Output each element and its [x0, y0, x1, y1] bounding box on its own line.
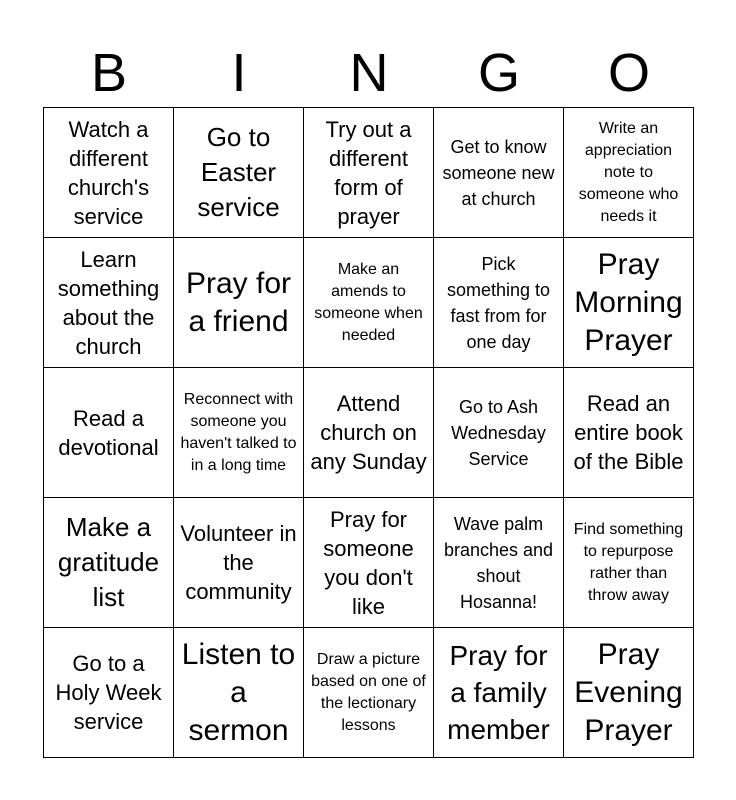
cell-text: Make an amends to someone when needed [314, 260, 423, 344]
bingo-header [44, 40, 694, 106]
header-letter-o: O [607, 43, 650, 103]
bingo-cell-4-3[interactable] [304, 498, 434, 628]
header-letter-b: B [90, 43, 128, 103]
bingo-cell-5-2[interactable] [174, 628, 304, 758]
cell-text: Attend church on any Sunday [310, 391, 427, 474]
header-letter-n: N [349, 43, 389, 103]
bingo-cell-3-2[interactable] [174, 368, 304, 498]
bingo-cell-1-4[interactable] [434, 108, 564, 238]
bingo-cell-4-4[interactable] [434, 498, 564, 628]
cell-text: Read an entire book of the Bible [573, 391, 684, 474]
bingo-cell-2-2[interactable] [174, 238, 304, 368]
cell-text: Go to Ash Wednesday Service [451, 396, 546, 469]
cell-text: Pray Evening Prayer [574, 637, 683, 747]
bingo-cell-5-3[interactable] [304, 628, 434, 758]
bingo-cell-3-1[interactable] [44, 368, 174, 498]
cell-text: Listen to a sermon [181, 637, 296, 747]
cell-text: Reconnect with someone you haven't talked to in a long time [180, 390, 297, 474]
header-letter-g: G [477, 43, 520, 103]
bingo-cell-1-5[interactable] [564, 108, 694, 238]
bingo-cell-4-2[interactable] [174, 498, 304, 628]
cell-text: Volunteer in the community [180, 521, 297, 604]
bingo-cell-2-5[interactable] [564, 238, 694, 368]
cell-text: Get to know someone new at church [442, 136, 555, 209]
cell-text: Pray for a family member [447, 640, 550, 745]
cell-text: Draw a picture based on one of the lectionary lessons [311, 650, 426, 734]
bingo-cell-3-4[interactable] [434, 368, 564, 498]
cell-text: Pray for someone you don't like [323, 506, 414, 619]
bingo-cell-2-1[interactable] [44, 238, 174, 368]
cell-text: Watch a different church's service [67, 116, 150, 229]
cell-text: Learn something about the church [57, 246, 160, 359]
cell-text: Read a devotional [58, 405, 159, 460]
cell-text: Go to a Holy Week service [55, 651, 162, 734]
bingo-cell-2-3[interactable] [304, 238, 434, 368]
cell-text: Pray for a friend [185, 266, 292, 338]
bingo-cell-5-5[interactable] [564, 628, 694, 758]
bingo-cell-3-5[interactable] [564, 368, 694, 498]
bingo-cell-3-3[interactable] [304, 368, 434, 498]
bingo-cell-1-2[interactable] [174, 108, 304, 238]
cell-text: Go to Easter service [197, 122, 280, 222]
cell-text: Wave palm branches and shout Hosanna! [443, 513, 554, 612]
cell-text: Find something to repurpose rather than throw away [573, 520, 684, 604]
bingo-cell-1-3[interactable] [304, 108, 434, 238]
bingo-cell-1-1[interactable] [44, 108, 174, 238]
bingo-cell-4-1[interactable] [44, 498, 174, 628]
bingo-cell-4-5[interactable] [564, 498, 694, 628]
cell-text: Write an appreciation note to someone who needs it [578, 119, 679, 225]
cell-text: Pray Morning Prayer [574, 247, 683, 357]
bingo-cell-5-1[interactable] [44, 628, 174, 758]
header-letter-i: I [231, 43, 247, 103]
cell-text: Pick something to fast from for one day [446, 253, 551, 352]
cell-text: Try out a different form of prayer [325, 116, 412, 229]
bingo-cell-2-4[interactable] [434, 238, 564, 368]
bingo-cell-5-4[interactable] [434, 628, 564, 758]
cell-text: Make a gratitude list [57, 512, 160, 612]
bingo-board [43, 107, 694, 758]
